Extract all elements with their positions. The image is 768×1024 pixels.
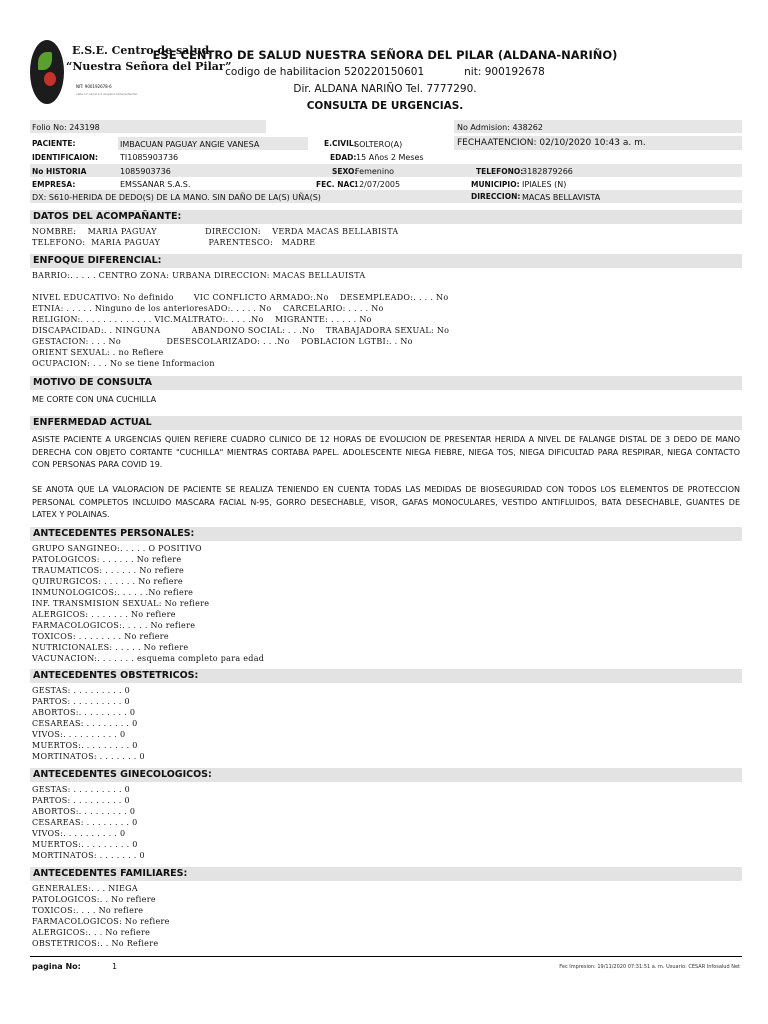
obstetricos-line: PARTOS: . . . . . . . . . 0 xyxy=(32,697,130,706)
direccion-value: MACAS BELLAVISTA xyxy=(522,193,601,202)
section-title: ANTECEDENTES PERSONALES: xyxy=(33,528,195,539)
enfoque-line-2: ETNIA: . . . . . Ninguno de los anterioresADO:. . . . . No CARCELARIO: . . . . No xyxy=(32,304,384,313)
edad-value: 15 Años 2 Meses xyxy=(356,153,424,162)
admision-number: No Admision: 438262 xyxy=(457,123,543,132)
obstetricos-line: CESAREAS: . . . . . . . . 0 xyxy=(32,719,138,728)
ginecologicos-line: MORTINATOS: . . . . . . . 0 xyxy=(32,851,145,860)
familiares-line: ALERGICOS:. . . No refiere xyxy=(32,928,151,937)
personales-line: NUTRICIONALES: . . . . . No refiere xyxy=(32,643,189,652)
section-title: ENFERMEDAD ACTUAL xyxy=(33,417,152,428)
personales-line: PATOLOGICOS: . . . . . . No refiere xyxy=(32,555,182,564)
patient-info-box xyxy=(30,120,742,204)
ginecologicos-line: GESTAS: . . . . . . . . . 0 xyxy=(32,785,131,794)
enfoque-line-5: GESTACION: . . . No DESESCOLARIZADO: . . .No POBLACION LGTBI:. . No xyxy=(32,337,413,346)
obstetricos-line: MORTINATOS: . . . . . . . 0 xyxy=(32,752,145,761)
ecivil-label: E.CIVIL: xyxy=(324,139,357,148)
obstetricos-line: MUERTOS:. . . . . . . . . 0 xyxy=(32,741,138,750)
familiares-line: GENERALES:. . . NIEGA xyxy=(32,884,138,893)
personales-line: VACUNACION:. . . . . . . esquema completo para edad xyxy=(32,654,265,663)
logo-flower-shape xyxy=(44,72,56,86)
municipio-value: IPIALES (N) xyxy=(522,180,567,189)
institution-title: ESE CENTRO DE SALUD NUESTRA SEÑORA DEL PILAR (ALDANA-NARIÑO) xyxy=(152,48,618,62)
logo-line-2: “Nuestra Señora del Pilar” xyxy=(66,60,232,73)
historia-label: No HISTORIA xyxy=(32,167,87,176)
personales-line: TOXICOS: . . . . . . . . No refiere xyxy=(32,632,169,641)
habilitacion-line xyxy=(150,66,620,78)
fecha-atencion: FECHAATENCION: 02/10/2020 10:43 a. m. xyxy=(457,138,646,148)
enfoque-line-1: NIVEL EDUCATIVO: No definido VIC CONFLICTO ARMADO:.No DESEMPLEADO:. . . . No xyxy=(32,293,449,302)
folio-number: Folio No: 243198 xyxy=(32,123,100,132)
section-enfermedad xyxy=(30,416,742,430)
ginecologicos-line: ABORTOS:. . . . . . . . . 0 xyxy=(32,807,136,816)
personales-line: INMUNOLOGICOS:. . . . . .No refiere xyxy=(32,588,194,597)
enfermedad-paragraph-2: SE ANOTA QUE LA VALORACION DE PACIENTE SE REALIZA TENIENDO EN CUENTA TODAS LAS MEDIDAS DE BIOSEGURIDAD CON TODOS LOS ELEMENTOS DE PROTECCION PERSONAL COMPLETOS INCLUIDO MASCARA FACIAL N-95, GORRO DESECHABLE, VISOR, GAFAS MONOCULARES, VESTIDO ANTIFLUIDOS, BATA DESECHABLE, GUANTES DE LATEX Y POLAINAS. xyxy=(32,485,740,519)
page-number-label: pagina No: xyxy=(32,962,81,971)
enfoque-barrio: BARRIO:. . . . . CENTRO ZONA: URBANA DIRECCION: MACAS BELLAUISTA xyxy=(32,271,366,280)
ident-value: TI1085903736 xyxy=(120,153,179,162)
obstetricos-line: ABORTOS:. . . . . . . . . 0 xyxy=(32,708,136,717)
section-obstetricos xyxy=(30,669,742,683)
personales-line: INF. TRANSMISION SEXUAL: No refiere xyxy=(32,599,210,608)
ginecologicos-line: PARTOS: . . . . . . . . . 0 xyxy=(32,796,130,805)
ginecologicos-line: VIVOS:. . . . . . . . . . 0 xyxy=(32,829,126,838)
familiares-line: PATOLOGICOS:. . No refiere xyxy=(32,895,156,904)
ginecologicos-line: CESAREAS: . . . . . . . . 0 xyxy=(32,818,138,827)
section-personales xyxy=(30,527,742,541)
page-number: 1 xyxy=(112,962,118,971)
address-line: Dir. ALDANA NARIÑO Tel. 7777290. xyxy=(293,83,477,95)
document-title: CONSULTA DE URGENCIAS. xyxy=(306,100,464,112)
familiares-line: OBSTETRICOS:. . No Refiere xyxy=(32,939,159,948)
diagnosis: DX: S610-HERIDA DE DEDO(S) DE LA MANO. SIN DAÑO DE LA(S) UÑA(S) xyxy=(32,193,321,202)
logo-line-1: E.S.E. Centro de salud xyxy=(72,44,210,57)
section-enfoque xyxy=(30,254,742,268)
sexo-value: Femenino xyxy=(355,167,395,176)
section-title: MOTIVO DE CONSULTA xyxy=(33,377,152,388)
section-title: DATOS DEL ACOMPAÑANTE: xyxy=(33,211,182,222)
paciente-label: PACIENTE: xyxy=(32,139,76,148)
enfoque-line-3: RELIGION:. . . . . . . . . . . . . VIC.MALTRATO:. . . . .No MIGRANTE: . . . . . No xyxy=(32,315,372,324)
print-info: Fec Impresion: 19/11/2020 07:31:51 a. m. Usuario: CESAR Infosalud Net xyxy=(559,964,740,970)
ginecologicos-line: MUERTOS:. . . . . . . . . 0 xyxy=(32,840,138,849)
obstetricos-line: VIVOS:. . . . . . . . . . 0 xyxy=(32,730,126,739)
personales-line: FARMACOLOGICOS:. . . . . No refiere xyxy=(32,621,196,630)
clinic-logo xyxy=(30,38,232,106)
personales-line: TRAUMATICOS: . . . . . . No refiere xyxy=(32,566,185,575)
footer-divider xyxy=(30,956,742,957)
section-motivo xyxy=(30,376,742,390)
ecivil-value: SOLTERO(A) xyxy=(354,140,403,149)
personales-line: QUIRURGICOS: . . . . . . No refiere xyxy=(32,577,183,586)
acompanante-line-2: TELEFONO: MARIA PAGUAY PARENTESCO: MADRE xyxy=(32,238,316,247)
direccion-label: DIRECCION: xyxy=(471,192,521,201)
edad-label: EDAD: xyxy=(330,153,357,162)
personales-line: ALERGICOS: . . . . . . . No refiere xyxy=(32,610,176,619)
acompanante-line-1: NOMBRE: MARIA PAGUAY DIRECCION: VERDA MACAS BELLABISTA xyxy=(32,227,399,236)
logo-line-4: calle 17 carrera 5 esquina Aldana-Nariño xyxy=(76,92,138,96)
section-title: ENFOQUE DIFERENCIAL: xyxy=(33,255,162,266)
personales-line: GRUPO SANGINEO:. . . . . O POSITIVO xyxy=(32,544,202,553)
obstetricos-line: GESTAS: . . . . . . . . . 0 xyxy=(32,686,131,695)
familiares-line: FARMACOLOGICOS: No refiere xyxy=(32,917,170,926)
telefono-label: TELEFONO: xyxy=(476,167,524,176)
habilitacion-code: codigo de habilitacion 520220150601 xyxy=(225,66,425,78)
section-title: ANTECEDENTES GINECOLOGICOS: xyxy=(33,769,212,780)
motivo-text: ME CORTE CON UNA CUCHILLA xyxy=(32,395,157,404)
ident-label: IDENTIFICAION: xyxy=(32,153,98,162)
section-ginecologicos xyxy=(30,768,742,782)
paciente-name: IMBACUAN PAGUAY ANGIE VANESA xyxy=(120,140,260,149)
section-title: ANTECEDENTES OBSTETRICOS: xyxy=(33,670,199,681)
section-acompanante xyxy=(30,210,742,224)
empresa-value: EMSSANAR S.A.S. xyxy=(120,180,191,189)
municipio-label: MUNICIPIO: xyxy=(471,180,520,189)
fnac-label: FEC. NAC: xyxy=(316,180,358,189)
enfoque-line-4: DISCAPACIDAD:. . NINGUNA ABANDONO SOCIAL: . . .No TRABAJADORA SEXUAL: No xyxy=(32,326,450,335)
section-title: ANTECEDENTES FAMILIARES: xyxy=(33,868,188,879)
empresa-label: EMPRESA: xyxy=(32,180,76,189)
historia-value: 1085903736 xyxy=(120,167,171,176)
sexo-label: SEXO: xyxy=(332,167,358,176)
familiares-line: TOXICOS:. . . . No refiere xyxy=(32,906,144,915)
section-familiares xyxy=(30,867,742,881)
enfoque-line-6: ORIENT SEXUAL: . no Refiere xyxy=(32,348,164,357)
enfermedad-paragraph-1: ASISTE PACIENTE A URGENCIAS QUIEN REFIERE CUADRO CLINICO DE 12 HORAS DE EVOLUCION DE PRESENTAR HERIDA A NIVEL DE FALANGE DISTAL DE 3 DEDO DE MANO DERECHA CON OBJETO CORTANTE "CUCHILLA" MIENTRAS CORTABA PAPEL. ADOLESCENTE NIEGA FIEBRE, NIEGA TOS, NIEGA DIFICULTAD PARA RESPIRAR, NIEGA CONTACTO CON PERSONAS PARA COVID 19. xyxy=(32,435,740,469)
enfoque-line-7: OCUPACION: . . . No se tiene Informacion xyxy=(32,359,215,368)
telefono-value: 3182879266 xyxy=(522,167,573,176)
logo-line-3: NIT: 900192678-6 xyxy=(76,84,112,89)
fnac-value: 12/07/2005 xyxy=(354,180,401,189)
nit-value: nit: 900192678 xyxy=(464,66,545,78)
